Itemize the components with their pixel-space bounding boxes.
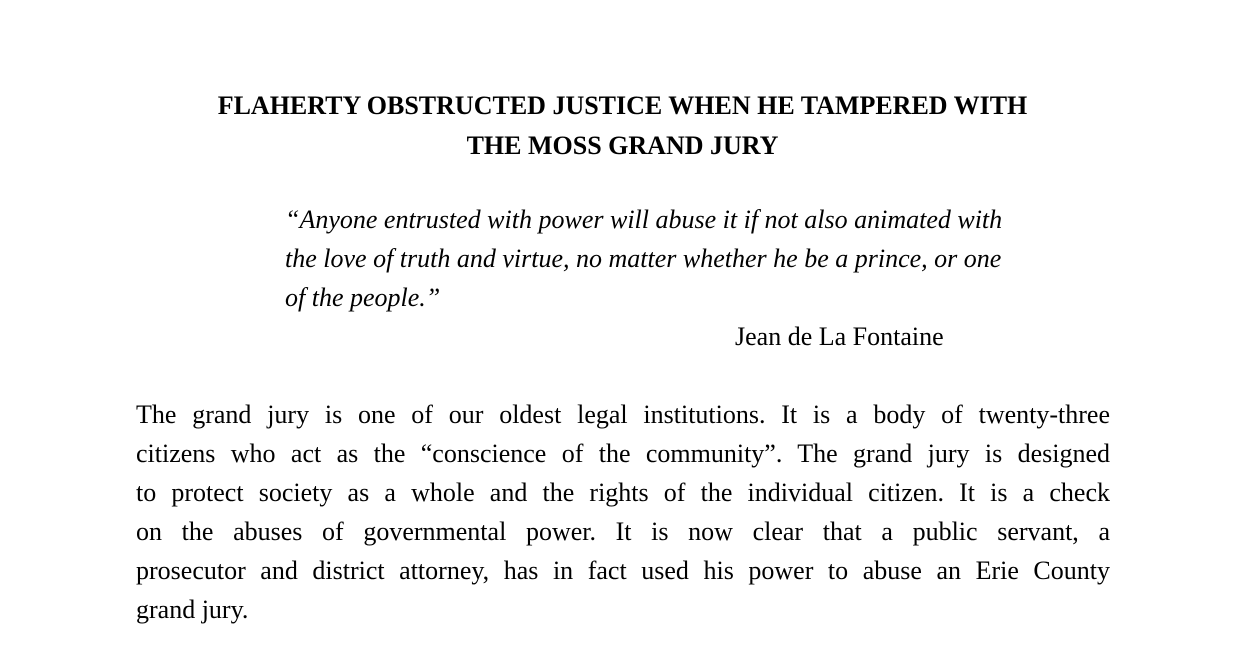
epigraph-line-2: the love of truth and virtue, no matter whether he be a prince, or one [285, 244, 1002, 273]
epigraph-line-1: “Anyone entrusted with power will abuse it if not also animated with [285, 205, 1003, 234]
body-line-1: The grand jury is one of our oldest legal institutions. It is a body of twenty-three [136, 400, 1110, 429]
body-line-5: prosecutor and district attorney, has in fact used his power to abuse an Erie County [136, 556, 1110, 585]
body-paragraph [136, 395, 1110, 629]
document-title [0, 86, 1245, 166]
title-line-2: THE MOSS GRAND JURY [466, 131, 779, 160]
body-line-3: to protect society as a whole and the rights of the individual citizen. It is a check [136, 478, 1110, 507]
body-line-4: on the abuses of governmental power. It is now clear that a public servant, a [136, 517, 1110, 546]
title-line-1: FLAHERTY OBSTRUCTED JUSTICE WHEN HE TAMPERED WITH [217, 91, 1028, 120]
epigraph-line-3: of the people.” [285, 283, 441, 312]
body-line-2: citizens who act as the “conscience of the community”. The grand jury is designed [136, 439, 1110, 468]
body-line-6: grand jury. [136, 595, 249, 624]
epigraph-quote [285, 200, 1105, 317]
epigraph-attribution: Jean de La Fontaine [735, 322, 944, 351]
